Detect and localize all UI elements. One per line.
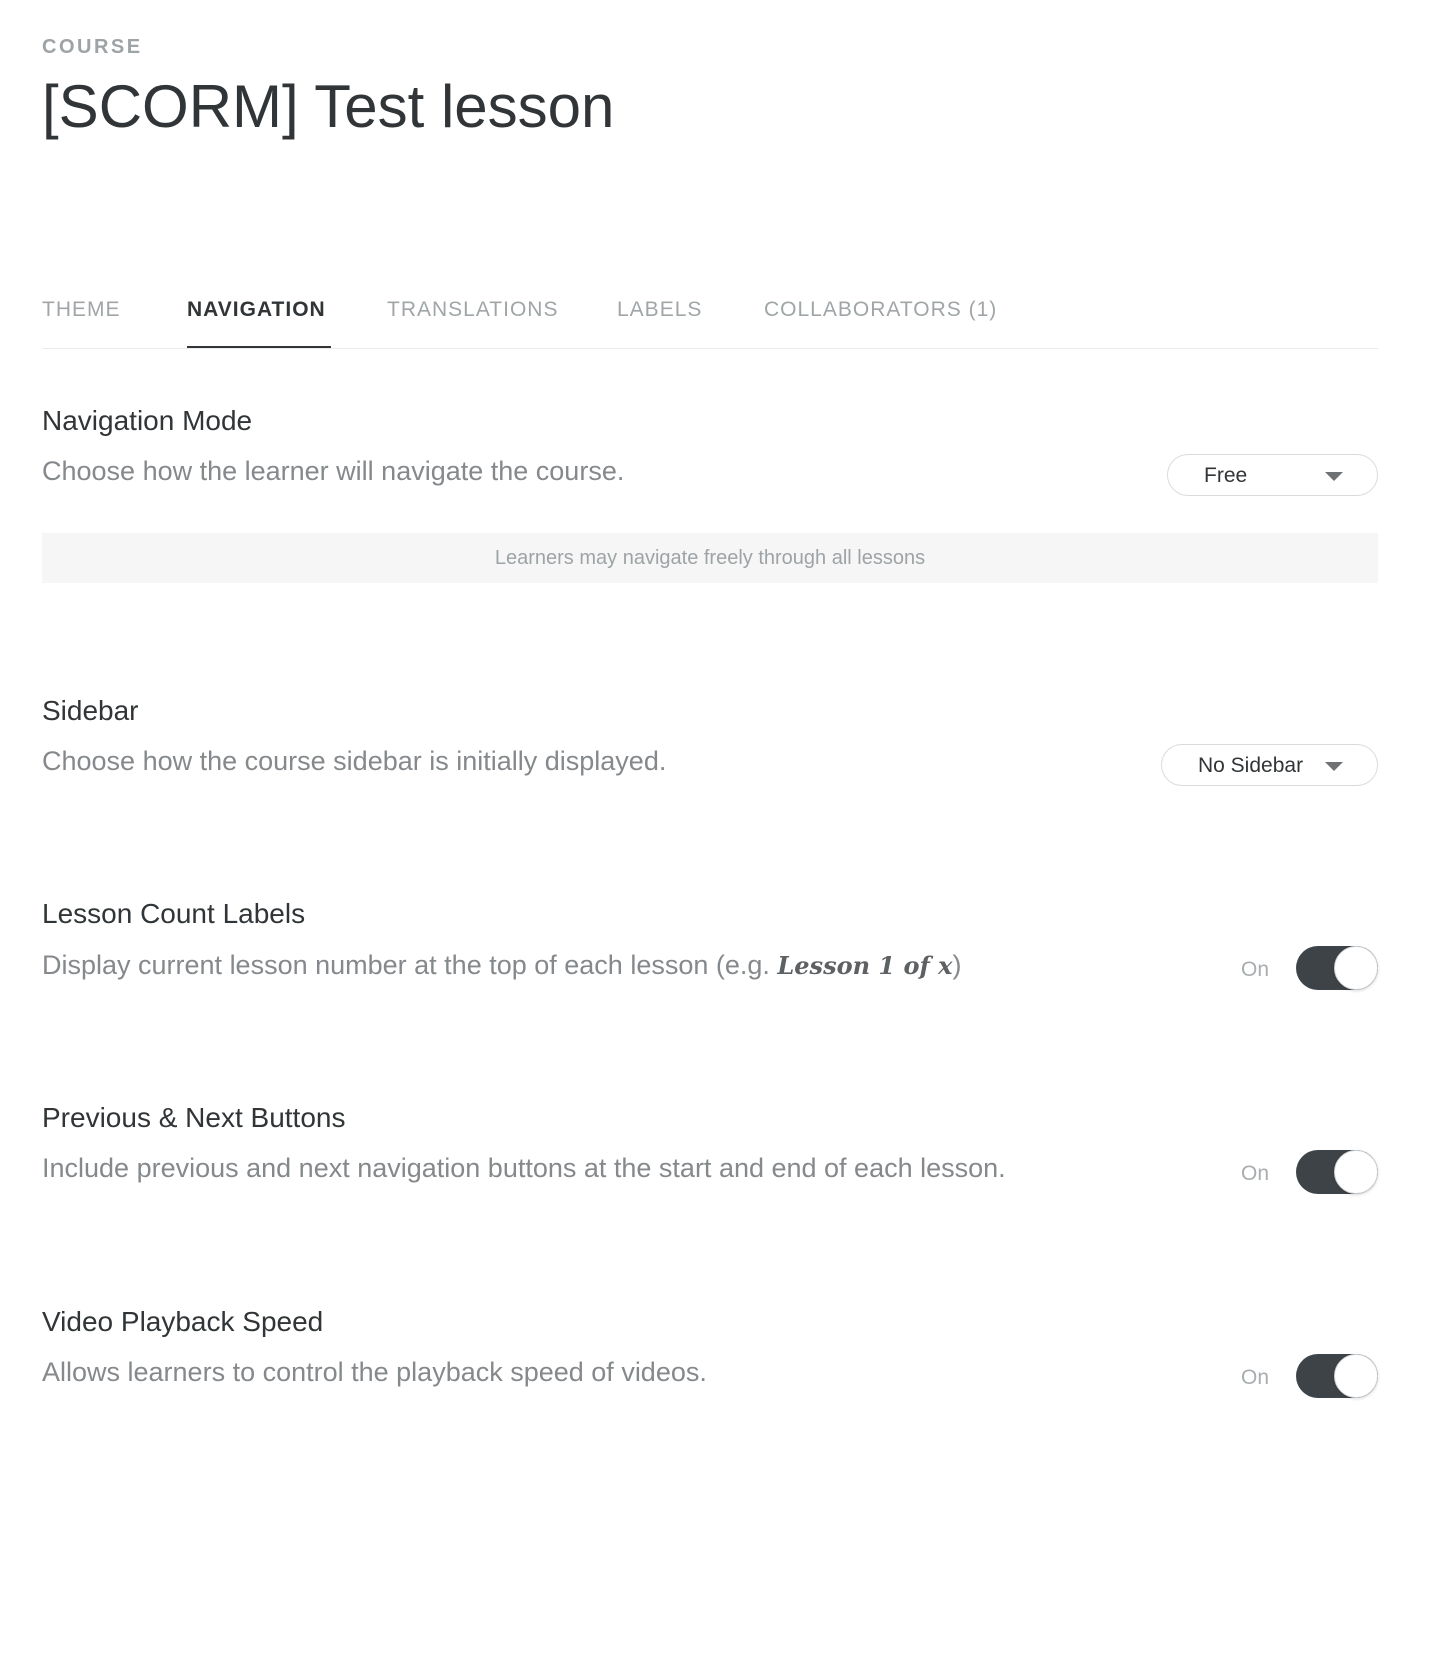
tab-labels[interactable]: LABELS bbox=[617, 298, 703, 321]
lesson-count-example: Lesson 1 of x bbox=[777, 951, 953, 980]
sidebar-select[interactable] bbox=[1161, 744, 1378, 786]
tab-theme[interactable]: THEME bbox=[42, 298, 121, 321]
lesson-count-title: Lesson Count Labels bbox=[42, 898, 306, 929]
navigation-mode-select-value: Free bbox=[1204, 464, 1248, 487]
toggle-knob bbox=[1334, 946, 1378, 990]
lesson-count-toggle[interactable] bbox=[1296, 946, 1378, 990]
navigation-mode-description: Choose how the learner will navigate the course. bbox=[42, 456, 625, 486]
navigation-mode-title: Navigation Mode bbox=[42, 405, 253, 436]
sidebar-title: Sidebar bbox=[42, 695, 139, 726]
prev-next-toggle[interactable] bbox=[1296, 1150, 1378, 1194]
lesson-count-description-prefix: Display current lesson number at the top of each lesson (e.g. bbox=[42, 950, 778, 980]
playback-speed-title: Video Playback Speed bbox=[42, 1306, 324, 1337]
tab-collaborators[interactable]: COLLABORATORS (1) bbox=[764, 298, 998, 321]
page-title: [SCORM] Test lesson bbox=[42, 73, 615, 140]
sidebar-description: Choose how the course sidebar is initially displayed. bbox=[42, 746, 667, 776]
toggle-knob bbox=[1334, 1354, 1378, 1398]
tab-translations[interactable]: TRANSLATIONS bbox=[387, 298, 559, 321]
navigation-mode-info: Learners may navigate freely through all lessons bbox=[42, 533, 1378, 583]
playback-speed-toggle-label: On bbox=[1241, 1366, 1270, 1389]
chevron-down-icon bbox=[1325, 472, 1343, 481]
lesson-count-description bbox=[42, 950, 961, 981]
chevron-down-icon bbox=[1325, 762, 1343, 771]
active-tab-indicator bbox=[187, 346, 331, 348]
tab-bar bbox=[42, 290, 1378, 349]
sidebar-select-value: No Sidebar bbox=[1198, 754, 1304, 777]
page-eyebrow: COURSE bbox=[42, 36, 143, 58]
playback-speed-toggle[interactable] bbox=[1296, 1354, 1378, 1398]
playback-speed-description: Allows learners to control the playback speed of videos. bbox=[42, 1357, 707, 1387]
lesson-count-toggle-label: On bbox=[1241, 958, 1270, 981]
navigation-mode-select[interactable] bbox=[1167, 454, 1378, 496]
lesson-count-description-suffix: ) bbox=[952, 950, 962, 980]
prev-next-toggle-label: On bbox=[1241, 1162, 1270, 1185]
prev-next-description: Include previous and next navigation buttons at the start and end of each lesson. bbox=[42, 1153, 1006, 1183]
prev-next-title: Previous & Next Buttons bbox=[42, 1102, 346, 1133]
toggle-knob bbox=[1334, 1150, 1378, 1194]
tab-navigation[interactable]: NAVIGATION bbox=[187, 298, 326, 321]
